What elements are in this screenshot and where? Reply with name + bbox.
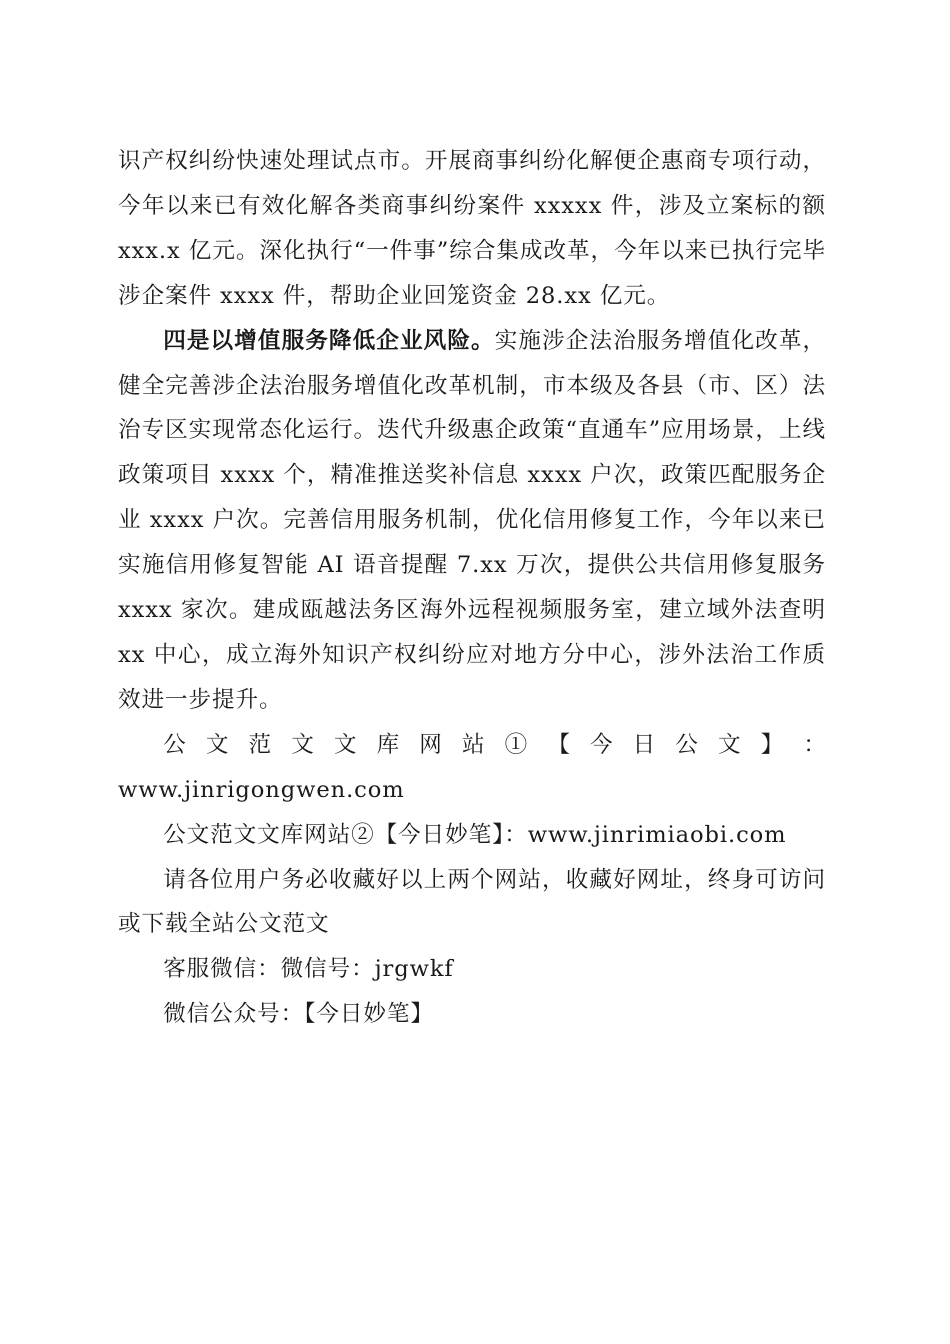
- document-page: [118, 139, 826, 1037]
- site-1-label: 公 文 范 文 文 库 网 站 ① 【 今 日 公 文 】 ：: [163, 731, 826, 758]
- paragraph-2: [118, 319, 826, 723]
- paragraph-2-heading: 四是以增值服务降低企业风险。: [163, 327, 495, 354]
- wechat-account-line: 微信公众号：【今日妙笔】: [163, 1001, 434, 1028]
- notice-paragraph: 请各位用户务必收藏好以上两个网站，收藏好网址，终身可访问或下载全站公文范文: [118, 866, 826, 938]
- paragraph-2-body: 实施涉企法治服务增值化改革，健全完善涉企法治服务增值化改革机制，市本级及各县（市、区）法治专区实现常态化运行。迭代升级惠企政策“直通车”应用场景，上线政策项目 xxxx 个，精准推送奖补信息 xxxx 户次，政策匹配服务企业 xxxx 户次。完善信用服务机制，优化信用修复工作，今年以来已实施信用修复智能 AI 语音提醒 7.xx 万次，提供公共信用修复服务 xxxx 家次。建成瓯越法务区海外远程视频服务室，建立域外法查明 xx 中心，成立海外知识产权纠纷应对地方分中心，涉外法治工作质效进一步提升。: [118, 327, 826, 713]
- site-2-line: 公文范文文库网站②【今日妙笔】：www.jinrimiaobi.com: [163, 821, 787, 848]
- paragraph-1: 识产权纠纷快速处理试点市。开展商事纠纷化解便企惠商专项行动，今年以来已有效化解各类商事纠纷案件 xxxxx 件，涉及立案标的额 xxx.x 亿元。深化执行“一件事”综合集成改革，今年以来已执行完毕涉企案件 xxxx 件，帮助企业回笼资金 28.xx 亿元。: [118, 148, 826, 309]
- site-1-url[interactable]: www.jinrigongwen.com: [118, 776, 405, 803]
- customer-service-line: 客服微信：微信号：jrgwkf: [163, 956, 454, 983]
- site-1-line: [118, 723, 826, 813]
